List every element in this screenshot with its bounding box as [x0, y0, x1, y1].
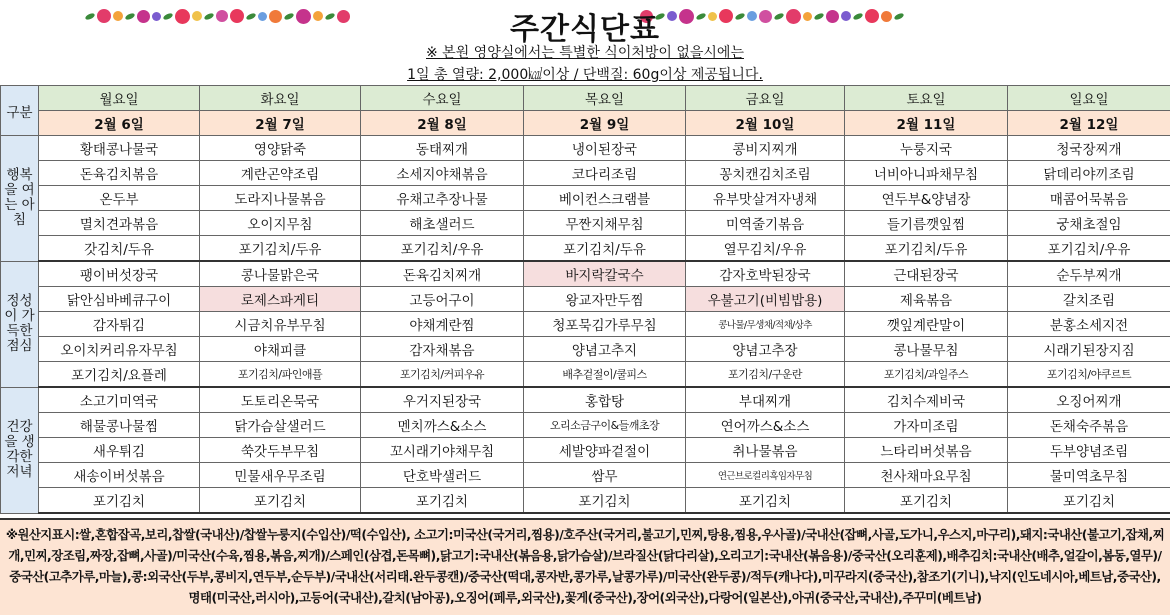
menu-item: 베이컨스크램블: [524, 186, 686, 211]
menu-item: 새우튀김: [39, 438, 200, 463]
menu-item: 감자튀김: [39, 312, 200, 337]
menu-item: 소세지야채볶음: [361, 161, 524, 186]
menu-item: 닭데리야끼조림: [1008, 161, 1170, 186]
page-title: 주간식단표: [510, 12, 660, 47]
menu-item: 열무김치/우유: [686, 236, 845, 262]
menu-item: 포기김치/두유: [845, 236, 1008, 262]
menu-item: 부대찌개: [686, 387, 845, 413]
menu-item: 꼬시래기야채무침: [361, 438, 524, 463]
menu-item: 야채계란찜: [361, 312, 524, 337]
menu-item: 누룽지국: [845, 136, 1008, 161]
breakfast-label: 행복을 여는 아침: [1, 136, 39, 262]
menu-item: 닭가슴살샐러드: [200, 413, 361, 438]
menu-item: 콩비지찌개: [686, 136, 845, 161]
day-mon: 월요일: [39, 86, 200, 111]
header: [0, 0, 1170, 86]
dinner-row: [1, 387, 1170, 413]
menu-item: 오징어찌개: [1008, 387, 1170, 413]
menu-item: 포기김치/요플레: [39, 362, 200, 388]
day-thu: 목요일: [524, 86, 686, 111]
dinner-row: [1, 488, 1170, 514]
menu-item: 포기김치: [1008, 488, 1170, 514]
menu-item: 콩나물/무생채/적채/상추: [686, 312, 845, 337]
menu-item: 포기김치/파인애플: [200, 362, 361, 388]
menu-item: 소고기미역국: [39, 387, 200, 413]
menu-item: 포기김치/우유: [1008, 236, 1170, 262]
day-sat: 토요일: [845, 86, 1008, 111]
date-sun: 2월 12일: [1008, 111, 1170, 136]
menu-item: 영양닭죽: [200, 136, 361, 161]
menu-item: 해초샐러드: [361, 211, 524, 236]
menu-item: 닭안심바베큐구이: [39, 287, 200, 312]
menu-item: 돈채숙주볶음: [1008, 413, 1170, 438]
menu-item: 포기김치: [845, 488, 1008, 514]
menu-item: 분홍소세지전: [1008, 312, 1170, 337]
menu-item: 왕교자만두찜: [524, 287, 686, 312]
day-sun: 일요일: [1008, 86, 1170, 111]
menu-item: 돈육김치찌개: [361, 261, 524, 287]
lunch-row: [1, 337, 1170, 362]
menu-item: 연근브로컬리흑임자무침: [686, 463, 845, 488]
menu-item: 온두부: [39, 186, 200, 211]
dinner-label: 건강을 생각한 저녁: [1, 387, 39, 513]
date-fri: 2월 10일: [686, 111, 845, 136]
menu-item: 코다리조림: [524, 161, 686, 186]
menu-item: 무짠지채무침: [524, 211, 686, 236]
date-mon: 2월 6일: [39, 111, 200, 136]
menu-item: 돈육김치볶음: [39, 161, 200, 186]
menu-item: 두부양념조림: [1008, 438, 1170, 463]
menu-item: 포기김치/우유: [361, 236, 524, 262]
menu-item: 쌈무: [524, 463, 686, 488]
menu-item: 너비아니파채무침: [845, 161, 1008, 186]
lunch-row: [1, 362, 1170, 388]
date-thu: 2월 9일: [524, 111, 686, 136]
date-sat: 2월 11일: [845, 111, 1008, 136]
menu-item: 양념고추장: [686, 337, 845, 362]
menu-item: 황태콩나물국: [39, 136, 200, 161]
menu-item: 새송이버섯볶음: [39, 463, 200, 488]
menu-item: 계란곤약조림: [200, 161, 361, 186]
menu-item: 포기김치/구운란: [686, 362, 845, 388]
menu-item: 바지락칼국수: [524, 261, 686, 287]
menu-item: 오리소금구이&들깨초장: [524, 413, 686, 438]
menu-item: 해물콩나물찜: [39, 413, 200, 438]
menu-item: 제육볶음: [845, 287, 1008, 312]
menu-item: 연어까스&소스: [686, 413, 845, 438]
menu-item: 깻잎계란말이: [845, 312, 1008, 337]
breakfast-row: [1, 211, 1170, 236]
gubun-header: 구분: [1, 86, 39, 136]
menu-item: 오이치커리유자무침: [39, 337, 200, 362]
breakfast-row: [1, 161, 1170, 186]
dinner-row: [1, 413, 1170, 438]
menu-item: 멸치견과볶음: [39, 211, 200, 236]
menu-item: 배추겉절이/쿨피스: [524, 362, 686, 388]
menu-item: 궁채초절임: [1008, 211, 1170, 236]
lunch-row: [1, 312, 1170, 337]
menu-item: 포기김치: [524, 488, 686, 514]
menu-item: 유채고추장나물: [361, 186, 524, 211]
menu-item: 들기름깻잎찜: [845, 211, 1008, 236]
menu-item: 우불고기(비빔밥용): [686, 287, 845, 312]
menu-item: 갓김치/두유: [39, 236, 200, 262]
day-wed: 수요일: [361, 86, 524, 111]
menu-item: 미역줄기볶음: [686, 211, 845, 236]
menu-item: 양념고추지: [524, 337, 686, 362]
menu-item: 꽁치캔김치조림: [686, 161, 845, 186]
menu-item: 콩나물맑은국: [200, 261, 361, 287]
menu-item: 우거지된장국: [361, 387, 524, 413]
menu-item: 오이지무침: [200, 211, 361, 236]
menu-item: 포기김치/커피우유: [361, 362, 524, 388]
menu-item: 단호박샐러드: [361, 463, 524, 488]
origin-notice: ※원산지표시:쌀,혼합잡곡,보리,찹쌀(국내산)/찹쌀누룽지(수입산)/떡(수입산), 소고기:미국산(국거리,찜용)/호주산(국거리,불고기,민찌,탕용,찜용,우사골)/국내산(잡뼈,사골,도가니,우스지,마구리),돼지:국내산(불고기,잡채,찌개,민찌,장조림,짜장,잡뼈,사골)/미국산(수육,찜용,볶음,찌개)/스페인(삼겹,돈목뼈),닭고기:국내산(볶음용,닭가슴살)/브라질산(닭다리살),오리고기:국내산(볶음용)/중국산(오리훈제),배추김치:국내산(배추,얼갈이,봄동,열무)/중국산(고추가루,마늘),콩:외국산(두부,콩비지,연두부,순두부)/국내산(서리태.완두콩캔)/중국산(떡대,콩자반,콩가루,날콩가루)/미국산(완두콩)/적두(캐나다),미꾸라지(중국산),참조기(기니),낙지(인도네시아,베트남,중국산),명태(미국산,러시아),고등어(국내산),갈치(남아공),오징어(페루,외국산),꽃게(중국산),장어(외국산),다랑어(일본산),아귀(중국산,국내산),주꾸미(베트남): [0, 518, 1170, 615]
day-tue: 화요일: [200, 86, 361, 111]
menu-item: 감자채볶음: [361, 337, 524, 362]
menu-item: 포기김치: [39, 488, 200, 514]
menu-item: 포기김치/야쿠르트: [1008, 362, 1170, 388]
date-header-row: [1, 111, 1170, 136]
menu-item: 물미역초무침: [1008, 463, 1170, 488]
menu-item: 갈치조림: [1008, 287, 1170, 312]
menu-item: 포기김치: [361, 488, 524, 514]
menu-item: 도토리온묵국: [200, 387, 361, 413]
menu-item: 취나물볶음: [686, 438, 845, 463]
menu-item: 시금치유부무침: [200, 312, 361, 337]
notice-line-1: ※ 본원 영양실에서는 특별한 식이처방이 없을시에는: [426, 45, 744, 61]
breakfast-row: [1, 186, 1170, 211]
menu-item: 천사채마요무침: [845, 463, 1008, 488]
menu-item: 팽이버섯장국: [39, 261, 200, 287]
menu-item: 포기김치/두유: [524, 236, 686, 262]
date-wed: 2월 8일: [361, 111, 524, 136]
day-fri: 금요일: [686, 86, 845, 111]
date-tue: 2월 7일: [200, 111, 361, 136]
weekly-menu-table: [0, 85, 1170, 514]
menu-item: 근대된장국: [845, 261, 1008, 287]
menu-item: 감자호박된장국: [686, 261, 845, 287]
menu-item: 야채피클: [200, 337, 361, 362]
menu-item: 포기김치/두유: [200, 236, 361, 262]
menu-item: 세발양파겉절이: [524, 438, 686, 463]
day-header-row: [1, 86, 1170, 111]
lunch-row: [1, 261, 1170, 287]
breakfast-row: [1, 236, 1170, 262]
menu-item: 민물새우무조림: [200, 463, 361, 488]
menu-item: 멘치까스&소스: [361, 413, 524, 438]
menu-item: 냉이된장국: [524, 136, 686, 161]
notice-line-2: 1일 총 열량: 2,000㎉이상 / 단백질: 60g이상 제공됩니다.: [407, 67, 763, 83]
menu-item: 유부맛살겨자냉채: [686, 186, 845, 211]
menu-item: 고등어구이: [361, 287, 524, 312]
menu-item: 동태찌개: [361, 136, 524, 161]
menu-item: 포기김치/과일주스: [845, 362, 1008, 388]
menu-item: 매콤어묵볶음: [1008, 186, 1170, 211]
breakfast-row: [1, 136, 1170, 161]
menu-item: 포기김치: [200, 488, 361, 514]
dinner-row: [1, 463, 1170, 488]
menu-item: 시래기된장지짐: [1008, 337, 1170, 362]
menu-item: 느타리버섯볶음: [845, 438, 1008, 463]
dinner-row: [1, 438, 1170, 463]
menu-item: 쑥갓두부무침: [200, 438, 361, 463]
menu-item: 도라지나물볶음: [200, 186, 361, 211]
menu-item: 청포묵김가루무침: [524, 312, 686, 337]
menu-item: 청국장찌개: [1008, 136, 1170, 161]
lunch-label: 정성이 가득한 점심: [1, 261, 39, 387]
menu-item: 로제스파게티: [200, 287, 361, 312]
menu-item: 김치수제비국: [845, 387, 1008, 413]
lunch-row: [1, 287, 1170, 312]
menu-item: 콩나물무침: [845, 337, 1008, 362]
menu-item: 연두부&양념장: [845, 186, 1008, 211]
menu-item: 홍합탕: [524, 387, 686, 413]
menu-item: 가자미조림: [845, 413, 1008, 438]
menu-item: 포기김치: [686, 488, 845, 514]
menu-item: 순두부찌개: [1008, 261, 1170, 287]
